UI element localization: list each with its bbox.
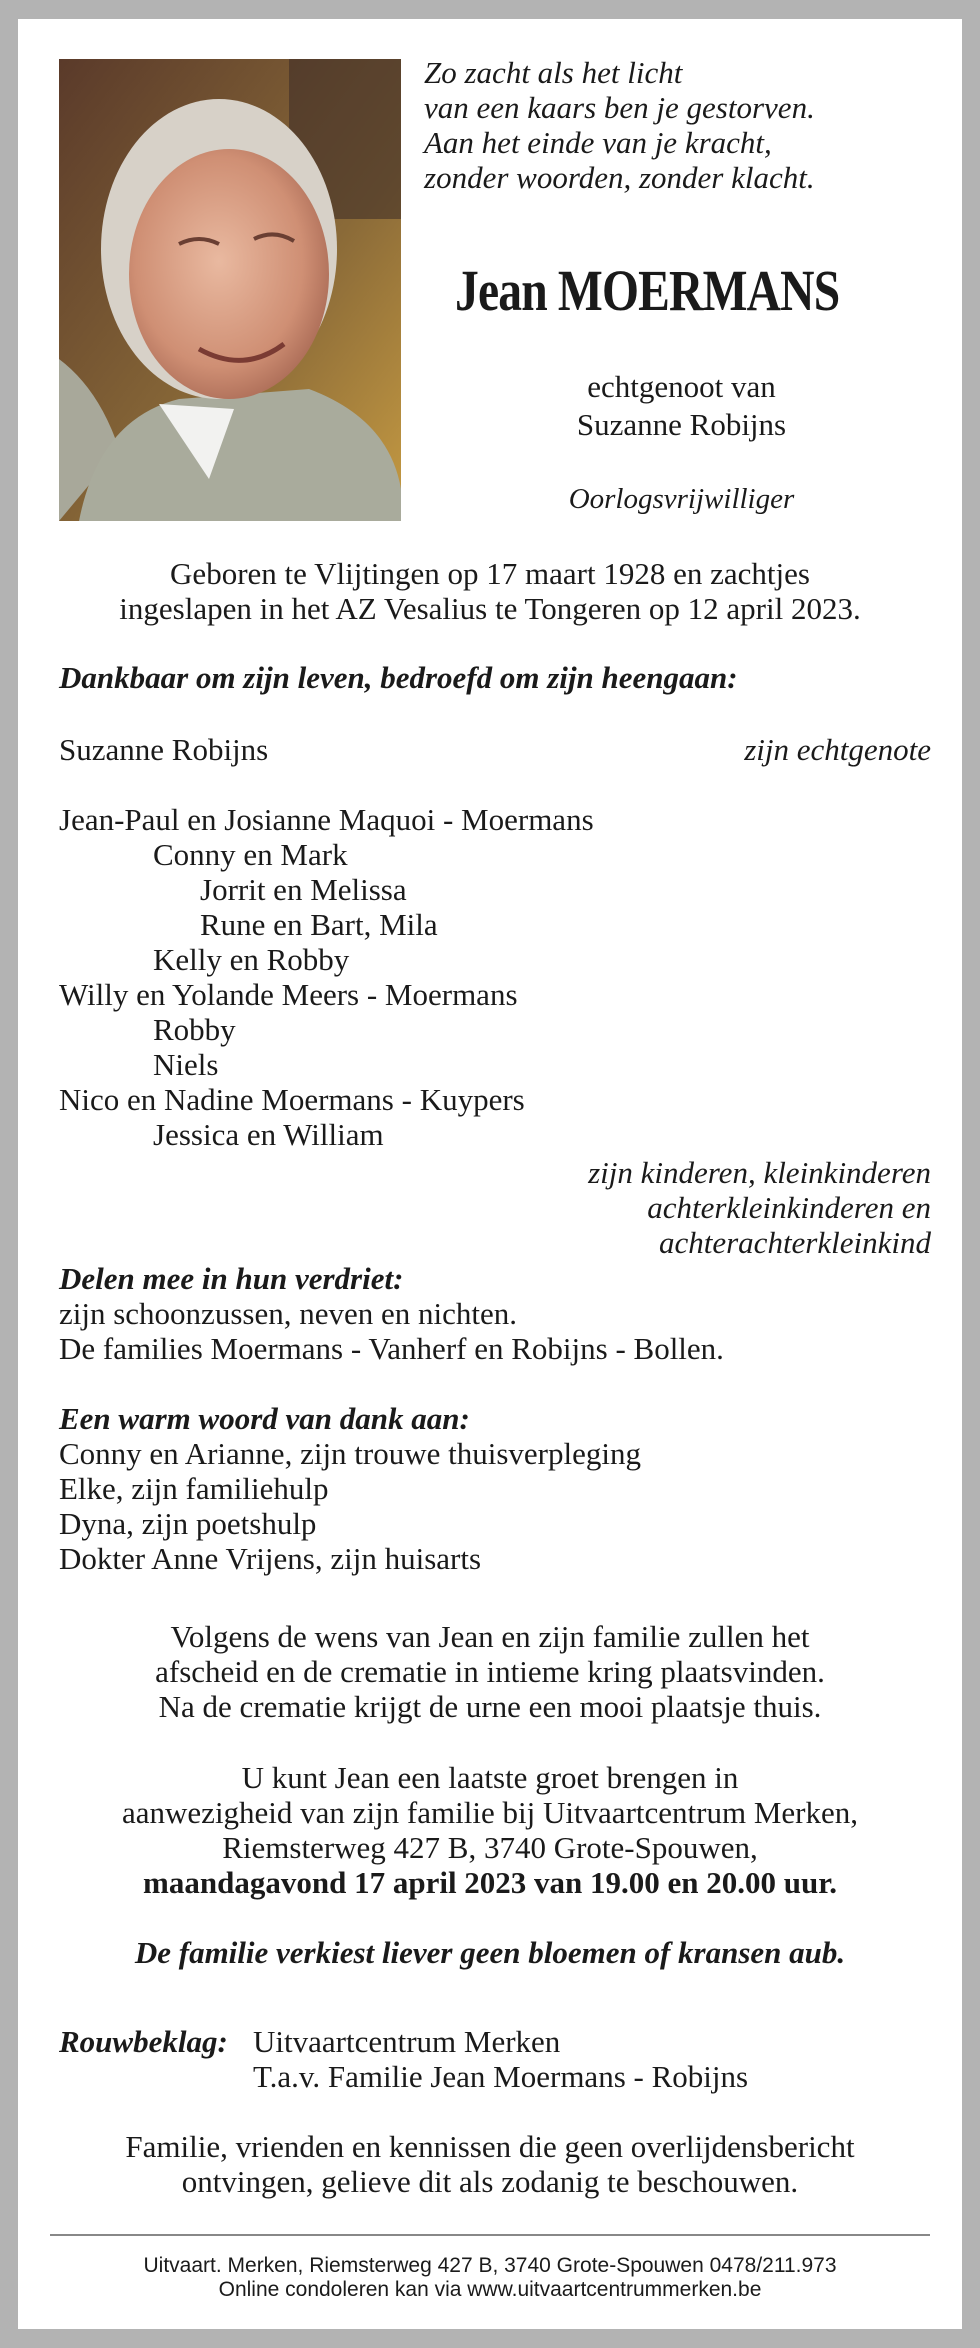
thanks-line: Conny en Arianne, zijn trouwe thuisverpleging bbox=[59, 1436, 641, 1471]
wish-line: afscheid en de crematie in intieme kring plaatsvinden. bbox=[155, 1654, 825, 1689]
birth-line-1: Geboren te Vlijtingen op 17 maart 1928 en zachtjes bbox=[170, 556, 810, 591]
footer-divider bbox=[50, 2234, 930, 2236]
family-relation: achterachterkleinkind bbox=[658, 1225, 931, 1260]
footer-website: Online condoleren kan via www.uitvaartcentrummerken.be bbox=[218, 2278, 762, 2301]
deceased-name: Jean MOERMANS bbox=[455, 258, 840, 323]
family-member: Niels bbox=[153, 1047, 219, 1082]
family-relation: achterkleinkinderen en bbox=[647, 1190, 931, 1225]
notice-line: ontvingen, gelieve dit als zodanig te beschouwen. bbox=[181, 2164, 799, 2199]
notice-line: Familie, vrienden en kennissen die geen overlijdensbericht bbox=[125, 2129, 855, 2164]
family-member: Rune en Bart, Mila bbox=[200, 907, 438, 942]
footer-address: Uitvaart. Merken, Riemsterweg 427 B, 3740 Grote-Spouwen 0478/211.973 bbox=[143, 2254, 837, 2277]
share-line: zijn schoonzussen, neven en nichten. bbox=[59, 1296, 517, 1331]
visit-line: U kunt Jean een laatste groet brengen in bbox=[241, 1760, 739, 1795]
family-member: Nico en Nadine Moermans - Kuypers bbox=[59, 1082, 525, 1117]
poem-line: Zo zacht als het licht bbox=[424, 55, 683, 90]
poem-line: zonder woorden, zonder klacht. bbox=[424, 160, 815, 195]
thanks-line: Dokter Anne Vrijens, zijn huisarts bbox=[59, 1541, 482, 1576]
portrait-photo bbox=[59, 59, 401, 521]
share-line: De families Moermans - Vanherf en Robijns - Bollen. bbox=[59, 1331, 724, 1366]
spouse-relation: zijn echtgenote bbox=[744, 732, 931, 767]
family-member: Robby bbox=[153, 1012, 236, 1047]
grateful-heading: Dankbaar om zijn leven, bedroefd om zijn heengaan: bbox=[59, 660, 738, 695]
poem bbox=[424, 55, 815, 195]
thanks-heading: Een warm woord van dank aan: bbox=[59, 1401, 470, 1436]
poem-line: Aan het einde van je kracht, bbox=[424, 125, 772, 160]
spouse-name: Suzanne Robijns bbox=[59, 732, 269, 767]
deceased-title: Oorlogsvrijwilliger bbox=[568, 483, 795, 515]
birth-line-2: ingeslapen in het AZ Vesalius te Tongeren op 12 april 2023. bbox=[119, 591, 861, 626]
condolence-line-1: Uitvaartcentrum Merken bbox=[253, 2024, 561, 2059]
family-member: Kelly en Robby bbox=[153, 942, 350, 977]
visit-line: aanwezigheid van zijn familie bij Uitvaartcentrum Merken, bbox=[122, 1795, 858, 1830]
family-relation: zijn kinderen, kleinkinderen bbox=[588, 1155, 931, 1190]
obituary-card bbox=[18, 19, 962, 2329]
visit-line: Riemsterweg 427 B, 3740 Grote-Spouwen, bbox=[222, 1830, 758, 1865]
wish-line: Na de crematie krijgt de urne een mooi plaatsje thuis. bbox=[158, 1689, 822, 1724]
family-member: Jorrit en Melissa bbox=[200, 872, 407, 907]
family-member: Jessica en William bbox=[153, 1117, 384, 1152]
family-member: Jean-Paul en Josianne Maquoi - Moermans bbox=[59, 802, 594, 837]
no-flowers-note: De familie verkiest liever geen bloemen of kransen aub. bbox=[134, 1935, 846, 1970]
share-heading: Delen mee in hun verdriet: bbox=[59, 1261, 404, 1296]
spouse-line-2: Suzanne Robijns bbox=[576, 407, 787, 442]
thanks-line: Elke, zijn familiehulp bbox=[59, 1471, 329, 1506]
condolence-line-2: T.a.v. Familie Jean Moermans - Robijns bbox=[253, 2059, 749, 2094]
thanks-line: Dyna, zijn poetshulp bbox=[59, 1506, 317, 1541]
family-member: Conny en Mark bbox=[153, 837, 348, 872]
spouse-line-1: echtgenoot van bbox=[587, 369, 776, 404]
condolence-label: Rouwbeklag: bbox=[59, 2024, 228, 2059]
family-member: Willy en Yolande Meers - Moermans bbox=[59, 977, 518, 1012]
poem-line: van een kaars ben je gestorven. bbox=[424, 90, 815, 125]
wish-line: Volgens de wens van Jean en zijn familie zullen het bbox=[170, 1619, 810, 1654]
visit-time: maandagavond 17 april 2023 van 19.00 en 20.00 uur. bbox=[143, 1865, 837, 1900]
